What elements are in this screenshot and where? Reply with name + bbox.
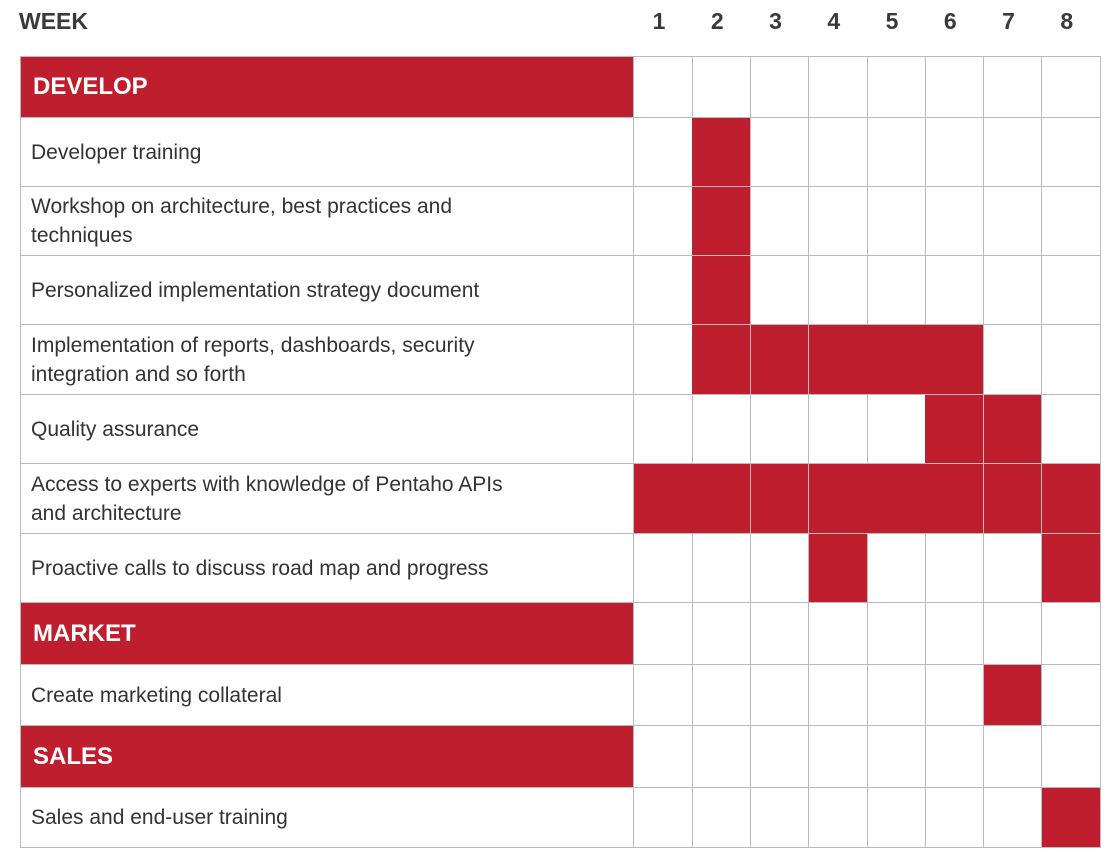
active-week-cell (867, 464, 926, 533)
task-label: Sales and end-user training (20, 788, 634, 847)
week-number-1: 1 (652, 8, 666, 34)
week-cell (867, 118, 926, 186)
active-week-cell (692, 187, 751, 255)
active-week-cell (692, 256, 751, 324)
task-label: Proactive calls to discuss road map and progress (20, 534, 634, 602)
active-week-cell (1042, 534, 1101, 602)
week-cell (634, 56, 693, 117)
week-cell (809, 726, 868, 787)
week-cell (634, 665, 693, 725)
task-row (20, 665, 1100, 726)
week-cell (751, 256, 810, 324)
week-cell (809, 187, 868, 255)
week-cell (634, 534, 693, 602)
active-week-cell (984, 395, 1043, 463)
active-week-cell (867, 325, 926, 394)
week-cell (751, 187, 810, 255)
week-cell (984, 788, 1043, 847)
week-cell (751, 395, 810, 463)
task-label: Quality assurance (20, 395, 634, 463)
week-cell (867, 395, 926, 463)
week-cell (751, 534, 810, 602)
week-cell (867, 726, 926, 787)
week-number-2: 2 (710, 8, 724, 34)
week-cell (751, 603, 810, 664)
week-cell (984, 603, 1043, 664)
task-row (20, 187, 1100, 256)
week-cell (984, 118, 1043, 186)
week-cell (634, 603, 693, 664)
week-cell (634, 118, 693, 186)
active-week-cell (751, 325, 810, 394)
active-week-cell (925, 464, 984, 533)
week-cell (925, 534, 984, 602)
week-cell (1042, 395, 1101, 463)
active-week-cell (809, 464, 868, 533)
task-label: Workshop on architecture, best practices and techniques (20, 187, 634, 255)
week-cell (867, 56, 926, 117)
week-cell (751, 788, 810, 847)
active-week-cell (692, 325, 751, 394)
week-cell (925, 56, 984, 117)
week-cell (634, 325, 693, 394)
week-number-7: 7 (1002, 8, 1015, 34)
week-cell (867, 603, 926, 664)
section-row (20, 56, 1100, 118)
active-week-cell (634, 464, 693, 533)
week-cell (751, 118, 810, 186)
week-cell (692, 603, 751, 664)
task-label: Personalized implementation strategy document (20, 256, 634, 324)
week-cell (692, 665, 751, 725)
week-cell (925, 118, 984, 186)
task-row (20, 325, 1100, 395)
week-cell (925, 726, 984, 787)
task-row (20, 395, 1100, 464)
week-cell (692, 534, 751, 602)
week-cell (1042, 726, 1101, 787)
week-cell (634, 788, 693, 847)
week-cell (634, 256, 693, 324)
active-week-cell (925, 325, 984, 394)
week-cell (1042, 256, 1101, 324)
active-week-cell (1042, 464, 1101, 533)
section-label: MARKET (20, 603, 634, 664)
week-cell (692, 395, 751, 463)
week-cell (867, 534, 926, 602)
week-cell (867, 665, 926, 725)
active-week-cell (925, 395, 984, 463)
task-row (20, 534, 1100, 603)
week-number-4: 4 (827, 8, 841, 34)
active-week-cell (984, 464, 1043, 533)
week-cell (1042, 665, 1101, 725)
week-cell (984, 726, 1043, 787)
week-cell (751, 665, 810, 725)
task-row (20, 256, 1100, 325)
week-cell (925, 187, 984, 255)
week-header (0, 0, 1117, 56)
active-week-cell (1042, 788, 1101, 847)
week-cell (1042, 603, 1101, 664)
week-number-8: 8 (1060, 8, 1074, 34)
active-week-cell (809, 534, 868, 602)
week-cell (1042, 325, 1101, 394)
week-cell (751, 726, 810, 787)
week-cell (984, 534, 1043, 602)
week-cell (692, 788, 751, 847)
task-row (20, 788, 1100, 848)
task-label: Developer training (20, 118, 634, 186)
section-row (20, 603, 1100, 665)
week-number-5: 5 (885, 8, 899, 34)
week-cell (1042, 118, 1101, 186)
week-number-6: 6 (943, 8, 957, 34)
week-cell (984, 56, 1043, 117)
week-header-label: WEEK (19, 8, 88, 34)
week-cell (692, 56, 751, 117)
week-cell (984, 187, 1043, 255)
week-cell (925, 665, 984, 725)
week-cell (984, 325, 1043, 394)
week-cell (984, 256, 1043, 324)
week-cell (809, 788, 868, 847)
section-row (20, 726, 1100, 788)
week-cell (634, 187, 693, 255)
task-label: Access to experts with knowledge of Pentaho APIs and architecture (20, 464, 634, 533)
section-label: DEVELOP (20, 56, 634, 117)
task-label: Implementation of reports, dashboards, security integration and so forth (20, 325, 634, 394)
active-week-cell (692, 118, 751, 186)
active-week-cell (692, 464, 751, 533)
task-label: Create marketing collateral (20, 665, 634, 725)
week-cell (809, 603, 868, 664)
week-cell (867, 256, 926, 324)
week-cell (1042, 187, 1101, 255)
week-cell (809, 395, 868, 463)
active-week-cell (751, 464, 810, 533)
week-cell (692, 726, 751, 787)
task-row (20, 464, 1100, 534)
week-cell (925, 788, 984, 847)
active-week-cell (809, 325, 868, 394)
week-cell (867, 788, 926, 847)
week-cell (751, 56, 810, 117)
week-cell (867, 187, 926, 255)
week-cell (809, 118, 868, 186)
week-cell (925, 603, 984, 664)
section-label: SALES (20, 726, 634, 787)
week-cell (925, 256, 984, 324)
active-week-cell (984, 665, 1043, 725)
week-cell (1042, 56, 1101, 117)
week-cell (809, 256, 868, 324)
week-cell (634, 395, 693, 463)
week-cell (809, 56, 868, 117)
week-cell (809, 665, 868, 725)
week-cell (634, 726, 693, 787)
week-number-3: 3 (769, 8, 782, 34)
task-row (20, 118, 1100, 187)
